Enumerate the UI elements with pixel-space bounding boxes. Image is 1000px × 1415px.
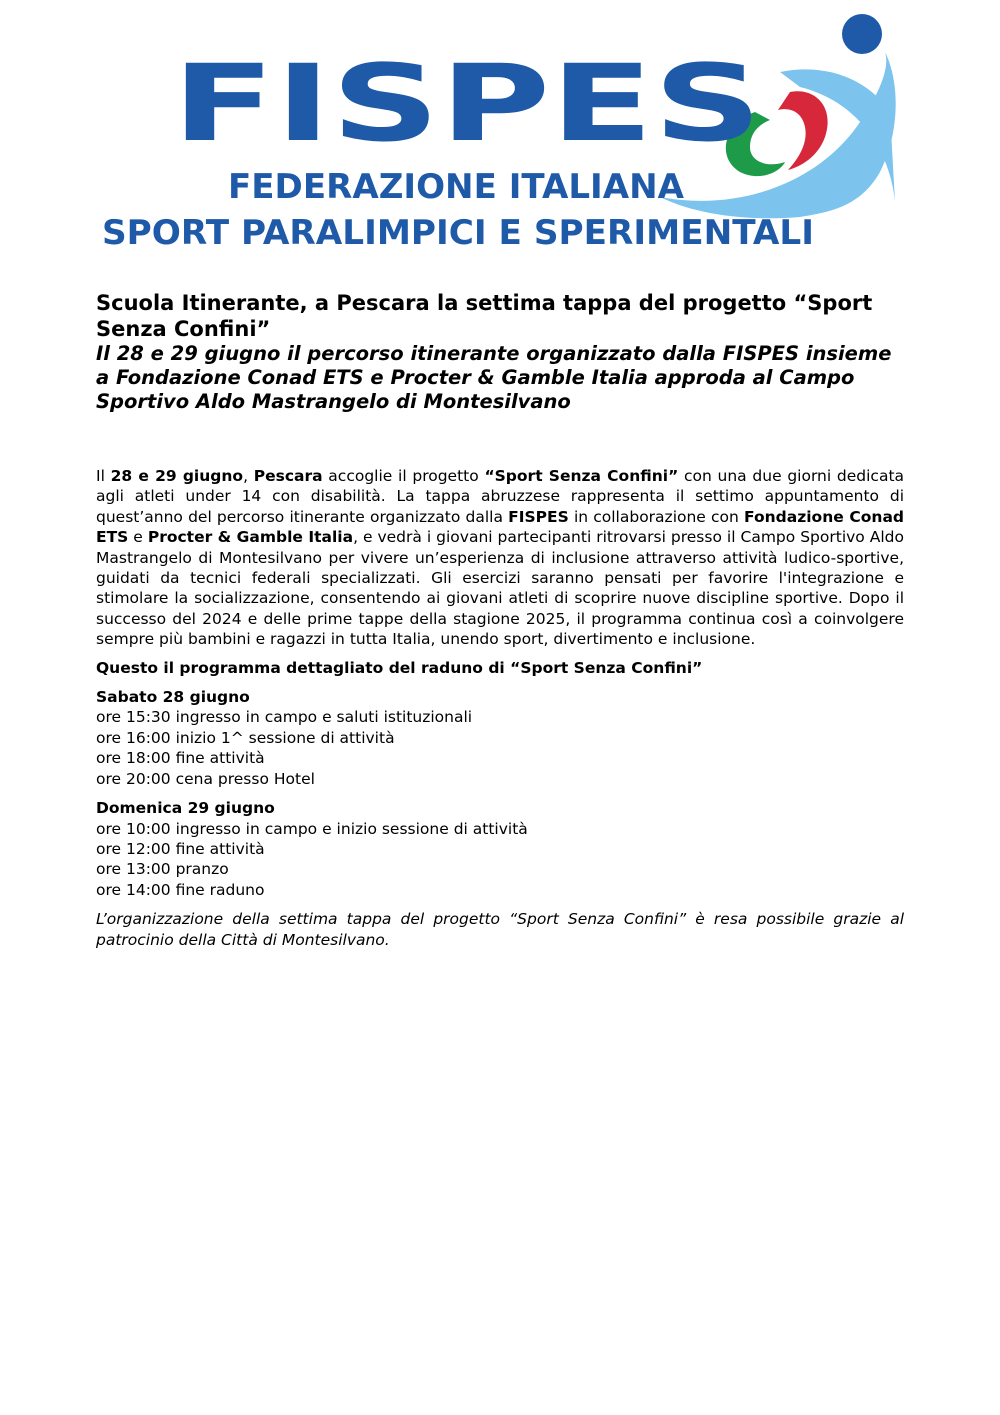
schedule-item: ore 12:00 fine attività bbox=[96, 839, 265, 858]
logo-federazione-text: FEDERAZIONE ITALIANA bbox=[228, 167, 685, 207]
logo-sport-text: SPORT PARALIMPICI E SPERIMENTALI bbox=[102, 213, 814, 252]
schedule-item: ore 14:00 fine raduno bbox=[96, 880, 265, 899]
intro-paragraph: Il 28 e 29 giugno, Pescara accoglie il progetto “Sport Senza Confini” con una due giorni dedicata agli atleti under 14 con disabilità. La tappa abruzzese rappresenta il settimo appuntamento di quest’anno del percorso itinerante organizzato dalla FISPES in collaborazione con Fondazione Conad ETS e Procter & Gamble Italia, e vedrà i giovani partecipanti ritrovarsi presso il Campo Sportivo Aldo Mastrangelo di Montesilvano per vivere un’esperienza di inclusione attraverso attività ludico-sportive, guidati da tecnici federali specializzati. Gli esercizi saranno pensati per favorire l'integrazione e stimolare la socializzazione, consentendo ai giovani atleti di scoprire nuove discipline sportive. Dopo il successo del 2024 e delle prime tappe della stagione 2025, il programma continua così a coinvolgere sempre più bambini e ragazzi in tutta Italia, unendo sport, divertimento e inclusione. bbox=[96, 467, 905, 649]
closing-note: L’organizzazione della settima tappa del progetto “Sport Senza Confini” è resa possibile grazie al patrocinio della Città di Montesilvano. bbox=[96, 910, 904, 949]
article-header bbox=[96, 290, 906, 414]
article-body bbox=[96, 466, 904, 950]
schedule-item: ore 16:00 inizio 1^ sessione di attività bbox=[96, 728, 395, 747]
article-subtitle: Il 28 e 29 giugno il percorso itinerante organizzato dalla FISPES insieme a Fondazione Conad ETS e Procter & Gamble Italia approda al Campo Sportivo Aldo Mastrangelo di Montesilvano bbox=[96, 342, 892, 413]
day-heading: Sabato 28 giugno bbox=[96, 688, 250, 707]
schedule-item: ore 18:00 fine attività bbox=[96, 749, 265, 768]
schedule-item: ore 20:00 cena presso Hotel bbox=[96, 769, 315, 788]
fispes-logo bbox=[100, 12, 900, 252]
day-heading: Domenica 29 giugno bbox=[96, 799, 275, 818]
logo-head-dot bbox=[842, 14, 882, 54]
program-heading: Questo il programma dettagliato del raduno di “Sport Senza Confini” bbox=[96, 658, 703, 677]
schedule-item: ore 15:30 ingresso in campo e saluti istituzionali bbox=[96, 708, 473, 727]
logo-fispes-text: FISPES bbox=[172, 42, 762, 165]
schedule-item: ore 13:00 pranzo bbox=[96, 860, 229, 879]
logo-red-swirl bbox=[778, 91, 828, 170]
article-title: Scuola Itinerante, a Pescara la settima tappa del progetto “Sport Senza Confini” bbox=[96, 291, 873, 341]
schedule-item: ore 10:00 ingresso in campo e inizio sessione di attività bbox=[96, 819, 528, 838]
